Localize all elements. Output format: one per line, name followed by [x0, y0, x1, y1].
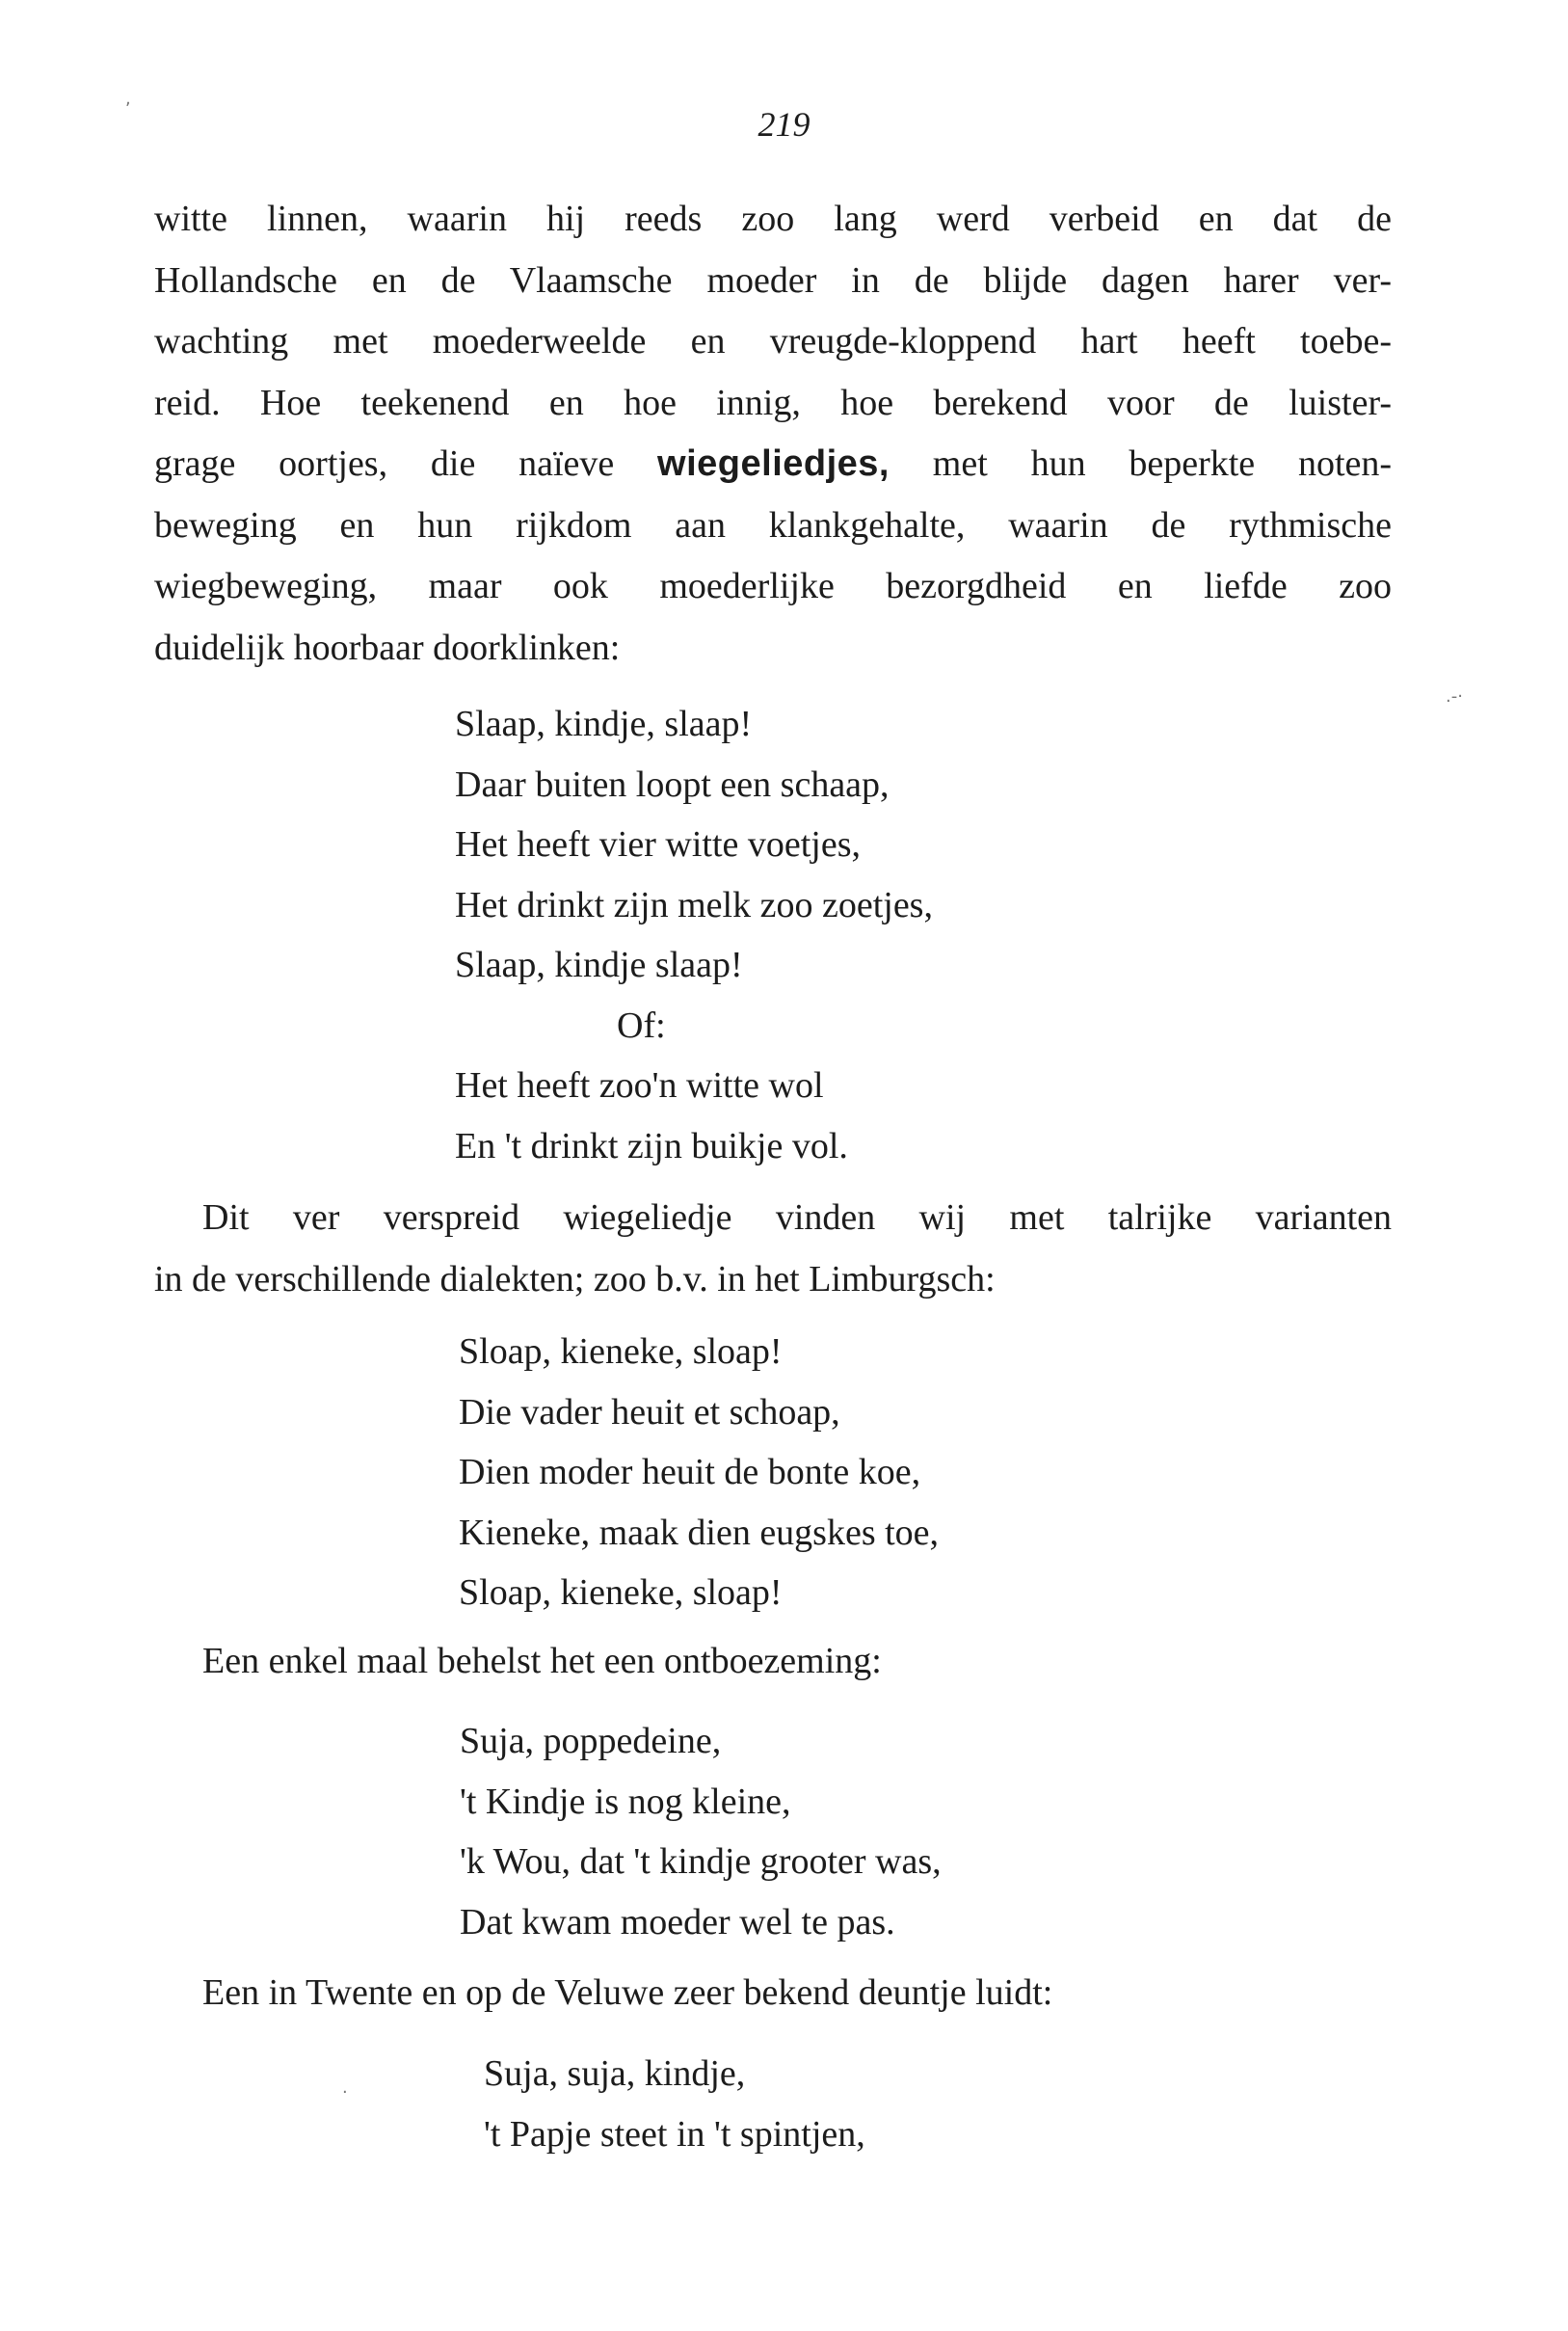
text-fragment: met hun beperkte noten- — [932, 443, 1393, 484]
verse-line: Dat kwam moeder wel te pas. — [460, 1901, 895, 1942]
verse-line: Die vader heuit et schoap, — [459, 1391, 840, 1433]
text-line: reid. Hoe teekenend en hoe innig, hoe berekend voor de luister- — [154, 382, 1392, 423]
paragraph-ontboezeming — [202, 1631, 882, 1693]
text-line-with-bold — [154, 434, 1392, 496]
text-line: Hollandsche en de Vlaamsche moeder in de blijde dagen harer ver- — [154, 259, 1392, 301]
text-line: witte linnen, waarin hij reeds zoo lang werd verbeid en dat de — [154, 199, 1392, 239]
text-line: wachting met moederweelde en vreugde-kloppend hart heeft toebe- — [154, 321, 1392, 362]
text-line: wiegbeweging, maar ook moederlijke bezorgdheid en liefde zoo — [154, 566, 1392, 606]
paragraph-twente — [202, 1963, 1052, 2024]
verse-line: Slaap, kindje, slaap! — [455, 704, 753, 744]
print-speck-mark: .-· — [1446, 686, 1463, 707]
verse-line: Suja, poppedeine, — [460, 1721, 722, 1761]
verse-line: Sloap, kieneke, sloap! — [459, 1572, 783, 1613]
verse-line: Suja, suja, kindje, — [484, 2053, 746, 2094]
verse-line: Het heeft vier witte voetjes, — [455, 824, 862, 865]
verse-line: Daar buiten loopt een schaap, — [455, 764, 890, 805]
text-fragment: grage oortjes, die naïeve — [154, 443, 615, 484]
verse-line: 'k Wou, dat 't kindje grooter was, — [460, 1841, 942, 1882]
verse-line: 't Kindje is nog kleine, — [460, 1781, 791, 1822]
verse-line: Dien moder heuit de bonte koe, — [459, 1452, 921, 1492]
verse-line: Het heeft zoo'n witte wol — [455, 1065, 824, 1106]
text-line: Een enkel maal behelst het een ontboezeming: — [202, 1641, 882, 1681]
bold-term: wiegeliedjes, — [657, 443, 890, 484]
verse-line: Het drinkt zijn melk zoo zoetjes, — [455, 884, 933, 925]
print-speck-mark: · — [342, 2082, 348, 2103]
print-speck-mark: , — [125, 89, 131, 109]
text-line: duidelijk hoorbaar doorklinken: — [154, 627, 621, 668]
verse-line: Kieneke, maak dien eugskes toe, — [459, 1512, 940, 1553]
verse-lullaby — [455, 694, 933, 1176]
text-line: Dit ver verspreid wiegeliedje vinden wij met talrijke varianten — [202, 1197, 1392, 1238]
text-line: Een in Twente en op de Veluwe zeer bekend deuntje luidt: — [202, 1972, 1053, 2013]
paragraph-intro — [154, 189, 1392, 679]
paragraph-variants — [154, 1188, 1392, 1310]
verse-twente — [484, 2044, 865, 2164]
verse-line: En 't drinkt zijn buikje vol. — [455, 1125, 848, 1166]
text-line: in de verschillende dialekten; zoo b.v. in het Limburgsch: — [154, 1258, 996, 1299]
verse-line: 't Papje steet in 't spintjen, — [484, 2113, 865, 2155]
verse-suja — [460, 1711, 942, 1952]
verse-line: Sloap, kieneke, sloap! — [459, 1331, 783, 1372]
verse-limburgsch — [459, 1322, 939, 1623]
text-line: beweging en hun rijkdom aan klankgehalte, waarin de rythmische — [154, 504, 1392, 546]
page-number: 219 — [757, 105, 811, 144]
verse-or-label: Of: — [617, 1005, 666, 1046]
verse-line: Slaap, kindje slaap! — [455, 945, 743, 985]
